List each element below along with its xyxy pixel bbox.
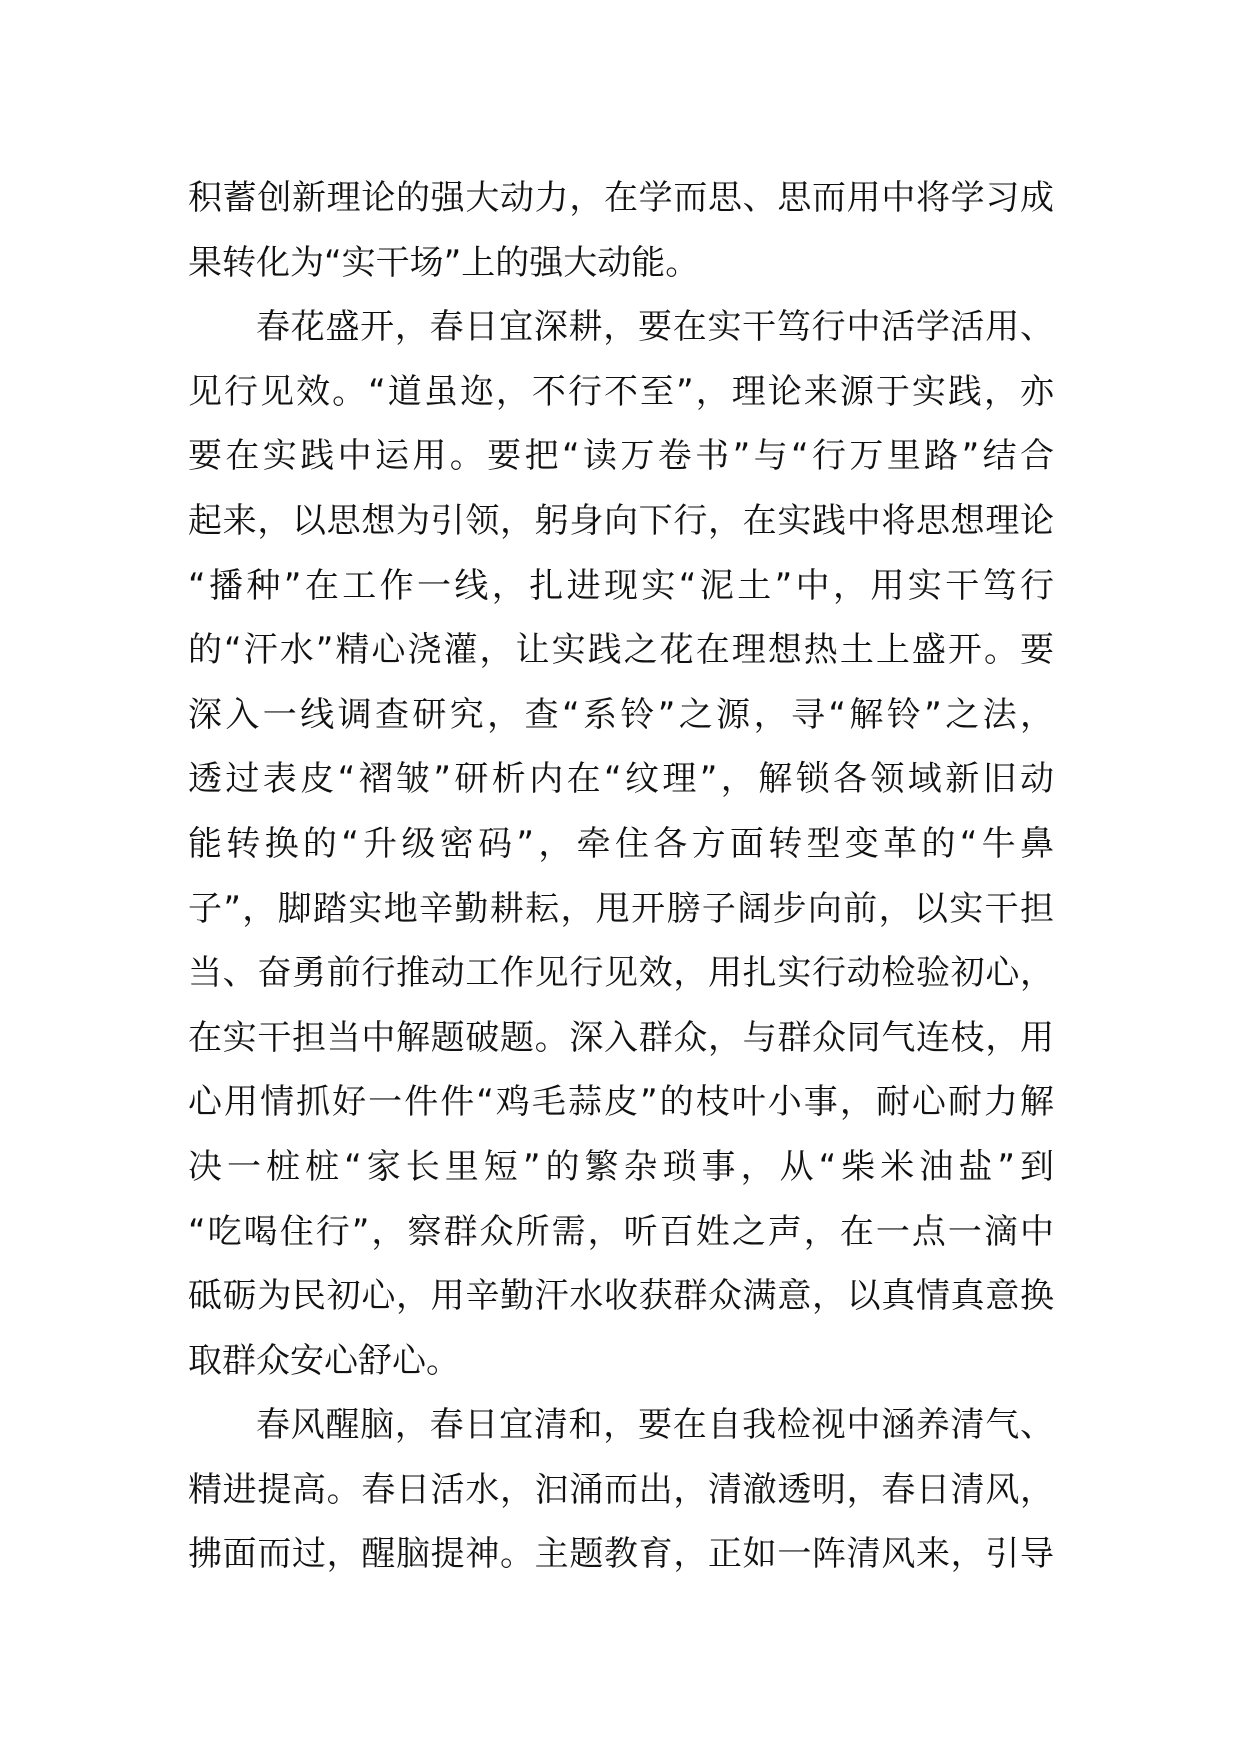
paragraph-start-line: 春风醒脑，春日宜清和，要在自我检视中涵养清气、	[256, 1405, 1054, 1446]
text-line: 果转化为“实干场”上的强大动能。	[188, 242, 700, 283]
text-line: 决一桩桩“家长里短”的繁杂琐事，从“柴米油盐”到	[188, 1146, 1054, 1187]
text-line: 子”，脚踏实地辛勤耕耘，甩开膀子阔步向前，以实干担	[188, 888, 1054, 929]
text-line: 砥砺为民初心，用辛勤汗水收获群众满意，以真情真意换	[188, 1276, 1054, 1317]
text-line: 能转换的“升级密码”，牵住各方面转型变革的“牛鼻	[188, 823, 1054, 864]
text-line: 取群众安心舒心。	[188, 1340, 460, 1381]
text-line: 精进提高。春日活水，汩涌而出，清澈透明，春日清风，	[188, 1469, 1054, 1510]
text-line: 的“汗水”精心浇灌，让实践之花在理想热土上盛开。要	[188, 630, 1054, 671]
text-line: “播种”在工作一线，扎进现实“泥土”中，用实干笃行	[188, 565, 1054, 606]
text-line: 见行见效。“道虽迩，不行不至”，理论来源于实践，亦	[188, 371, 1054, 412]
text-line: 心用情抓好一件件“鸡毛蒜皮”的枝叶小事，耐心耐力解	[188, 1082, 1054, 1123]
text-line: 拂面而过，醒脑提神。主题教育，正如一阵清风来，引导	[188, 1534, 1054, 1575]
text-line: “吃喝住行”，察群众所需，听百姓之声，在一点一滴中	[188, 1211, 1054, 1252]
document-body	[188, 166, 1054, 1587]
text-line: 透过表皮“褶皱”研析内在“纹理”，解锁各领域新旧动	[188, 759, 1054, 800]
text-line: 在实干担当中解题破题。深入群众，与群众同气连枝，用	[188, 1017, 1054, 1058]
text-line: 要在实践中运用。要把“读万卷书”与“行万里路”结合	[188, 436, 1054, 477]
text-line: 起来，以思想为引领，躬身向下行，在实践中将思想理论	[188, 500, 1054, 541]
paragraph-start-line: 春花盛开，春日宜深耕，要在实干笃行中活学活用、	[256, 307, 1054, 348]
text-line: 积蓄创新理论的强大动力，在学而思、思而用中将学习成	[188, 178, 1054, 218]
text-line: 深入一线调查研究，查“系铃”之源，寻“解铃”之法，	[188, 694, 1054, 735]
text-line: 当、奋勇前行推动工作见行见效，用扎实行动检验初心，	[188, 953, 1054, 994]
